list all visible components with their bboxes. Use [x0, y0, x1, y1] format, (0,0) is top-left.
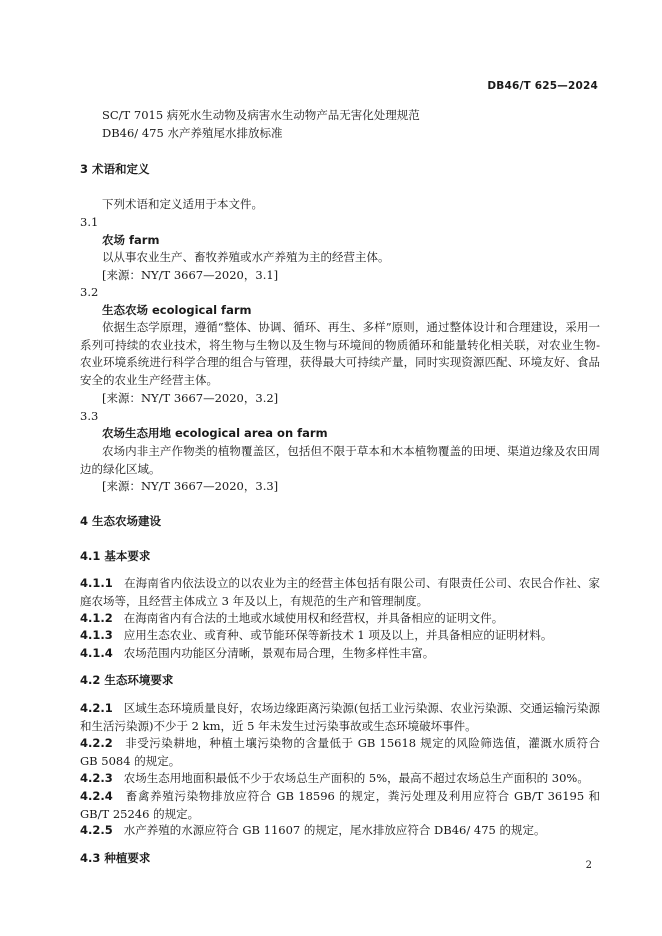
clause-number: 4.1.1 — [80, 576, 113, 590]
clause-4-2-1 — [80, 700, 600, 735]
term-number: 3.1 — [80, 215, 99, 229]
clause-number: 4.2.1 — [80, 701, 113, 715]
clause-number: 4.2.5 — [80, 823, 113, 837]
term-title: 农场生态用地 ecological area on farm — [102, 426, 328, 440]
clause-text: 区域生态环境质量良好，农场边缘距离污染源(包括工业污染源、农业污染源、交通运输污染源和生活污染源)不少于 2 km，近 5 年未发生过污染事故或生态环境破坏事件。 — [80, 701, 601, 733]
clause-text: 农场生态用地面积最低不少于农场总生产面积的 5%，最高不超过农场总生产面积的 30%。 — [123, 771, 589, 785]
term-source: [来源：NY/T 3667—2020，3.3] — [102, 479, 279, 493]
clause-number: 4.2.3 — [80, 771, 113, 785]
clause-4-2-2 — [80, 735, 600, 770]
clause-text: 在海南省内依法设立的以农业为主的经营主体包括有限公司、有限责任公司、农民合作社、家庭农场等，且经营主体成立 3 年及以上，有规范的生产和管理制度。 — [80, 576, 601, 608]
subsection-heading-4-2: 4.2 生态环境要求 — [80, 673, 174, 687]
clause-text: 非受污染耕地，种植土壤污染物的含量低于 GB 15618 规定的风险筛选值，灌溉水质符合 GB 5084 的规定。 — [80, 736, 600, 768]
clause-text: 水产养殖的水源应符合 GB 11607 的规定，尾水排放应符合 DB46/ 475 的规定。 — [123, 823, 546, 837]
term-title: 生态农场 ecological farm — [102, 303, 252, 317]
section-heading-3: 3 术语和定义 — [80, 162, 150, 176]
term-definition: 农场内非主产作物类的植物覆盖区，包括但不限于草本和木本植物覆盖的田埂、渠道边缘及农田周边的绿化区域。 — [80, 444, 600, 476]
term-source: [来源：NY/T 3667—2020，3.1] — [102, 268, 279, 282]
clause-4-1-4 — [80, 645, 434, 661]
clause-number: 4.1.3 — [80, 628, 113, 642]
clause-number: 4.1.4 — [80, 646, 113, 660]
standard-code: DB46/T 625—2024 — [487, 80, 598, 92]
term-source: [来源：NY/T 3667—2020，3.2] — [102, 391, 279, 405]
clause-4-1-1 — [80, 575, 600, 610]
clause-text: 畜禽养殖污染物排放应符合 GB 18596 的规定，粪污处理及利用应符合 GB/T 36195 和 GB/T 25246 的规定。 — [80, 789, 600, 821]
reference-item: SC/T 7015 病死水生动物及病害水生动物产品无害化处理规范 — [102, 108, 420, 122]
subsection-heading-4-3: 4.3 种植要求 — [80, 851, 151, 865]
term-definition: 以从事农业生产、畜牧养殖或水产养殖为主的经营主体。 — [102, 250, 390, 264]
term-title: 农场 farm — [102, 233, 160, 247]
clause-text: 应用生态农业、或育种、或节能环保等新技术 1 项及以上，并具备相应的证明材料。 — [123, 628, 553, 642]
term-number: 3.2 — [80, 285, 99, 299]
clause-4-2-3 — [80, 770, 589, 786]
section-heading-4: 4 生态农场建设 — [80, 514, 162, 528]
page-number: 2 — [585, 860, 592, 871]
section-intro: 下列术语和定义适用于本文件。 — [102, 197, 263, 211]
clause-4-1-3 — [80, 627, 552, 643]
clause-text: 在海南省内有合法的土地或水域使用权和经营权，并具备相应的证明文件。 — [123, 611, 504, 625]
clause-number: 4.1.2 — [80, 611, 113, 625]
reference-item: DB46/ 475 水产养殖尾水排放标准 — [102, 126, 283, 140]
term-definition: 依据生态学原理，遵循“整体、协调、循环、再生、多样”原则，通过整体设计和合理建设，采用一系列可持续的农业技术，将生物与生物以及生物与环境间的物质循环和能量转化相关联，对农业生物-农业环境系统进行科学合理的组合与管理，获得最大可持续产量，同时实现资源匹配、环境友好、食品安全的农业生产经营主体。 — [80, 320, 600, 387]
clause-4-2-5 — [80, 822, 546, 838]
clause-number: 4.2.2 — [80, 736, 113, 750]
term-number: 3.3 — [80, 409, 99, 423]
clause-number: 4.2.4 — [80, 789, 113, 803]
subsection-heading-4-1: 4.1 基本要求 — [80, 549, 151, 563]
clause-text: 农场范围内功能区分清晰，景观布局合理，生物多样性丰富。 — [123, 646, 435, 660]
clause-4-1-2 — [80, 610, 503, 626]
clause-4-2-4 — [80, 788, 600, 823]
